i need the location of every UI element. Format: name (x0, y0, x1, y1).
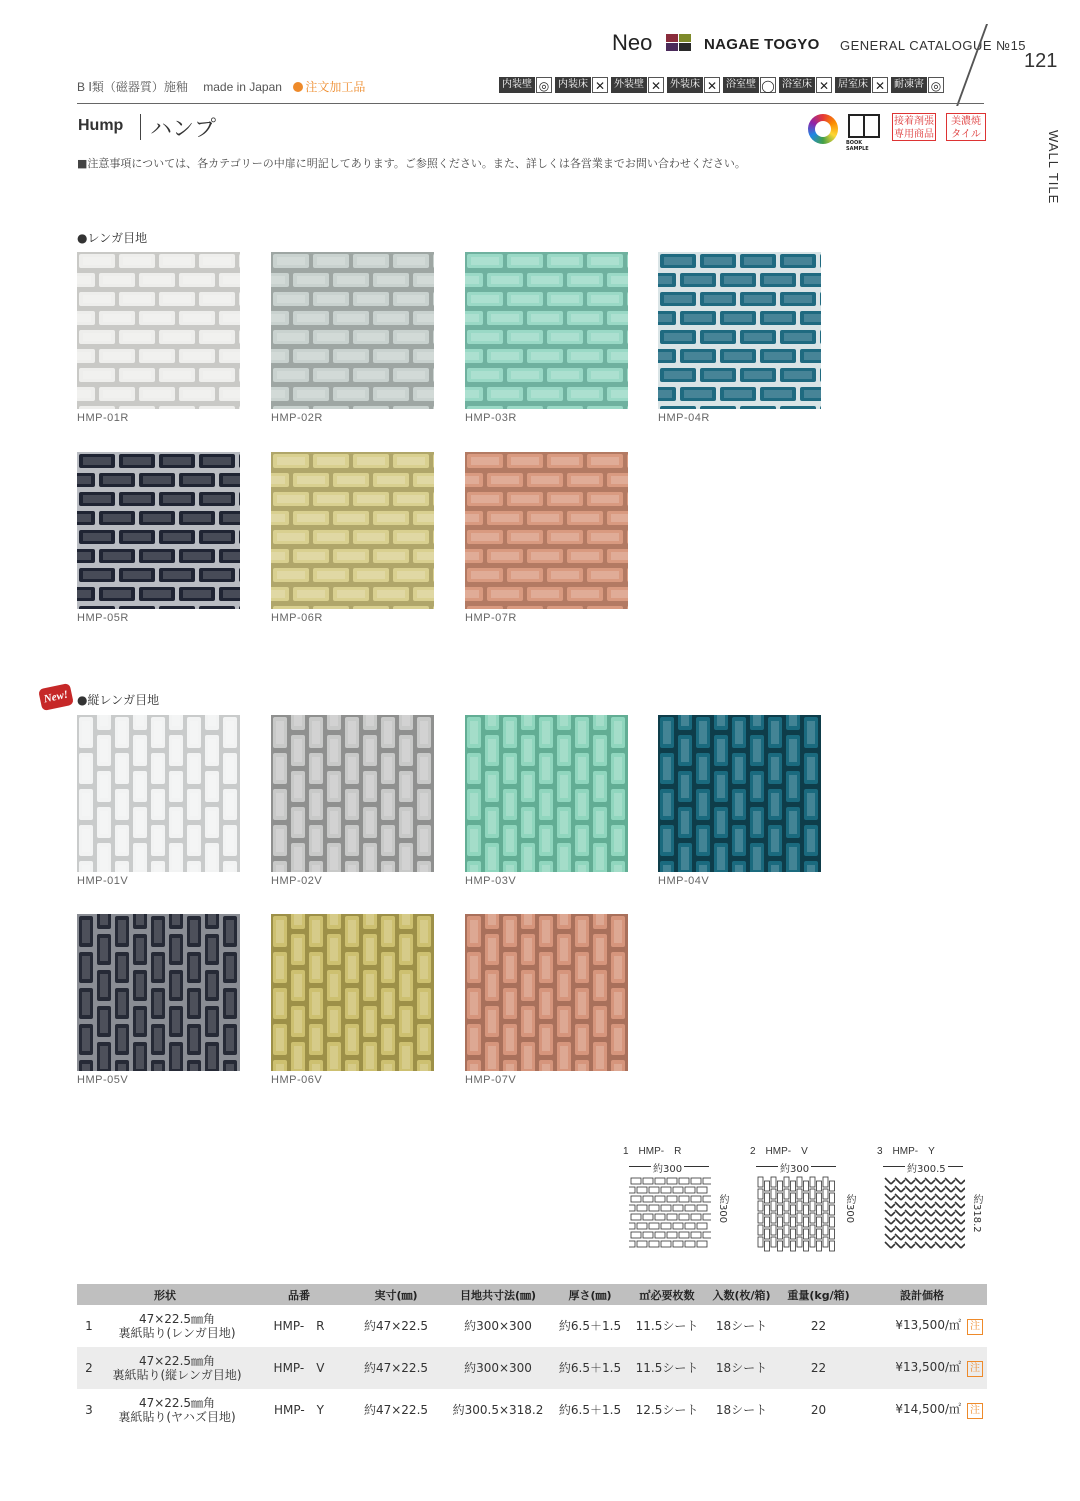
row-thickness: 約6.5＋1.5 (558, 1319, 622, 1333)
tile-swatch (465, 252, 628, 409)
col-thickness: 厚さ(㎜) (549, 1284, 631, 1305)
row-number: 3 (85, 1403, 93, 1417)
table-header-row (77, 1284, 987, 1305)
tile-swatch (271, 452, 434, 609)
section-brick-heading (77, 229, 147, 246)
tile-swatch (658, 715, 821, 872)
row-thickness: 約6.5＋1.5 (558, 1403, 622, 1417)
usage-item (667, 76, 720, 94)
usage-label: 浴室壁 (723, 77, 759, 93)
book-sample-label: BOOK SAMPLE (846, 140, 869, 152)
row-code: HMP- Y (273, 1403, 324, 1417)
row-price-cell (857, 1389, 987, 1431)
row-joint: 約300.5×318.2 (452, 1403, 544, 1417)
usage-mark-icon: ✕ (872, 77, 888, 93)
row-qty: 18シート (703, 1347, 780, 1389)
usage-mark-icon: ◎ (536, 77, 552, 93)
row-price: ¥13,500/㎡ (895, 1317, 961, 1332)
diagram-width: 約300 (651, 1160, 684, 1175)
row-price: ¥14,500/㎡ (895, 1401, 961, 1416)
row-price: ¥13,500/㎡ (895, 1359, 961, 1374)
order-mark-icon: 注 (967, 1319, 983, 1335)
row-need: 11.5シート (635, 1319, 699, 1333)
usage-item (835, 76, 888, 94)
diagram-label: 3 HMP- Y (877, 1146, 935, 1157)
table-row (77, 1347, 987, 1389)
row-number: 2 (77, 1347, 101, 1389)
tile-swatch (465, 914, 628, 1071)
usage-mark-icon: ✕ (816, 77, 832, 93)
caution-note: ■注意事項については、各カテゴリーの中扉に明記してあります。ご参照ください。また、詳しくは各営業までお問い合わせください。 (77, 157, 746, 170)
row-size: 約47×22.5 (363, 1319, 429, 1333)
book-sample-icon (848, 114, 880, 138)
adhesive-only-badge (892, 113, 936, 141)
row-qty: 18シート (715, 1319, 768, 1333)
section-brick-label: ●レンガ目地 (77, 231, 148, 245)
classification: B Ⅰ類（磁器質）施釉 (77, 80, 188, 94)
diagram-height: 約318.2 (971, 1194, 982, 1233)
row-need: 11.5シート (631, 1347, 703, 1389)
diagram-label: 2 HMP- V (750, 1146, 808, 1157)
logo-mark-4 (679, 43, 691, 51)
product-name-en: Hump (78, 117, 124, 134)
col-weight: 重量(kg/箱) (780, 1284, 857, 1305)
adhesive-badge-line2: 専用商品 (894, 129, 934, 140)
row-code: HMP- V (253, 1347, 345, 1389)
product-meta (77, 78, 365, 95)
logo-mark-1 (666, 34, 678, 42)
diagram-width: 約300.5 (905, 1160, 948, 1175)
tile-swatch (271, 914, 434, 1071)
row-code: HMP- R (273, 1319, 325, 1333)
row-shape (101, 1389, 253, 1431)
section-vertical-label: ●縦レンガ目地 (77, 693, 160, 707)
brand-name: NAGAE TOGYO (704, 36, 820, 53)
new-badge: New! (38, 683, 74, 711)
row-price-cell (857, 1347, 987, 1389)
usage-label: 耐凍害 (891, 77, 927, 93)
eco-friendly-icon (808, 114, 838, 144)
row-weight: 20 (810, 1403, 827, 1417)
col-size: 実寸(㎜) (345, 1284, 447, 1305)
tile-swatch (77, 252, 240, 409)
usage-mark-icon: ✕ (592, 77, 608, 93)
table-row (77, 1389, 987, 1431)
row-qty: 18シート (715, 1403, 768, 1417)
usage-item (723, 76, 776, 94)
usage-label: 内装壁 (499, 77, 535, 93)
tile-swatch (465, 715, 628, 872)
row-shape (101, 1347, 253, 1389)
tile-swatch (658, 252, 821, 409)
header-rule (77, 103, 984, 104)
row-shape-type: 裏紙貼り(ヤハズ目地) (118, 1410, 236, 1424)
tile-code: HMP-03V (465, 875, 517, 887)
tile-code: HMP-03R (465, 412, 517, 424)
diagram-height: 約300 (844, 1194, 855, 1224)
title-divider (140, 114, 141, 140)
tile-code: HMP-01V (77, 875, 129, 887)
row-thickness: 約6.5＋1.5 (549, 1347, 631, 1389)
logo-mark-3 (666, 43, 678, 51)
row-shape-type: 裏紙貼り(レンガ目地) (118, 1326, 236, 1340)
row-price-cell (857, 1305, 987, 1347)
logo-mark-2 (679, 34, 691, 42)
tile-code: HMP-05V (77, 1074, 129, 1086)
catalogue-title: GENERAL CATALOGUE №15 (840, 38, 1027, 53)
usage-label: 居室床 (835, 77, 871, 93)
tile-code: HMP-04V (658, 875, 710, 887)
row-joint: 約300×300 (447, 1347, 549, 1389)
row-weight: 22 (810, 1319, 827, 1333)
row-shape-size: 47×22.5㎜角 (138, 1396, 216, 1410)
tile-swatch (77, 715, 240, 872)
col-shape: 形状 (77, 1284, 253, 1305)
row-shape (101, 1305, 253, 1347)
row-weight: 22 (780, 1347, 857, 1389)
col-joint: 目地共寸法(㎜) (447, 1284, 549, 1305)
usage-mark-icon: ◎ (928, 77, 944, 93)
col-need: ㎡必要枚数 (631, 1284, 703, 1305)
usage-label: 外装床 (667, 77, 703, 93)
page-number: 121 (1024, 50, 1058, 72)
diagram-height: 約300 (717, 1194, 728, 1224)
header-slash-divider (956, 24, 988, 106)
usage-item (891, 76, 944, 94)
row-size: 約47×22.5 (345, 1347, 447, 1389)
mino-badge-line1: 美濃焼 (951, 116, 981, 127)
adhesive-badge-line1: 接着剤張 (894, 116, 934, 127)
col-qty: 入数(枚/箱) (703, 1284, 780, 1305)
mino-badge-line2: タイル (951, 129, 981, 140)
side-label: WALL TILE (1046, 130, 1061, 205)
usage-mark-icon: ◯ (761, 79, 775, 93)
tile-code: HMP-02V (271, 875, 323, 887)
usage-label: 内装床 (555, 77, 591, 93)
usage-mark-icon: ✕ (648, 77, 664, 93)
brand-neo: Neo (612, 30, 653, 55)
usage-label: 外装壁 (611, 77, 647, 93)
spec-table (77, 1284, 987, 1431)
usage-legend (499, 76, 944, 94)
table-row (77, 1305, 987, 1347)
diagram-pattern (756, 1176, 838, 1252)
diagram-pattern (629, 1176, 711, 1252)
tile-code: HMP-07V (465, 1074, 517, 1086)
row-shape-size: 47×22.5㎜角 (138, 1354, 216, 1368)
usage-item (555, 76, 608, 94)
tile-code: HMP-02R (271, 412, 323, 424)
diagram-width: 約300 (778, 1160, 811, 1175)
origin: made in Japan (203, 80, 282, 94)
usage-label: 浴室床 (779, 77, 815, 93)
col-code: 品番 (253, 1284, 345, 1305)
usage-item (499, 76, 552, 94)
row-shape-size: 47×22.5㎜角 (138, 1312, 216, 1326)
tile-code: HMP-05R (77, 612, 129, 624)
order-mark-icon: 注 (967, 1403, 983, 1419)
row-joint: 約300×300 (464, 1319, 532, 1333)
tile-code: HMP-04R (658, 412, 710, 424)
tile-code: HMP-06R (271, 612, 323, 624)
order-mark-icon: 注 (967, 1361, 983, 1377)
row-need: 12.5シート (635, 1403, 699, 1417)
tile-swatch (271, 252, 434, 409)
mino-tile-badge (946, 113, 986, 141)
row-number: 1 (85, 1319, 93, 1333)
diagram-label: 1 HMP- R (623, 1146, 682, 1157)
order-note: 注文加工品 (305, 80, 366, 94)
order-dot-icon (293, 82, 303, 92)
product-name-ja: ハンプ (150, 117, 217, 142)
tile-swatch (465, 452, 628, 609)
diagram-pattern (883, 1176, 965, 1252)
usage-mark-icon: ✕ (704, 77, 720, 93)
row-size: 約47×22.5 (363, 1403, 429, 1417)
tile-swatch (77, 914, 240, 1071)
tile-code: HMP-06V (271, 1074, 323, 1086)
section-vertical-heading (77, 691, 159, 708)
tile-swatch (271, 715, 434, 872)
row-shape-type: 裏紙貼り(縦レンガ目地) (112, 1368, 242, 1382)
col-price: 設計価格 (857, 1284, 987, 1305)
tile-code: HMP-01R (77, 412, 129, 424)
usage-item (779, 76, 832, 94)
tile-swatch (77, 452, 240, 609)
usage-item (611, 76, 664, 94)
tile-code: HMP-07R (465, 612, 517, 624)
